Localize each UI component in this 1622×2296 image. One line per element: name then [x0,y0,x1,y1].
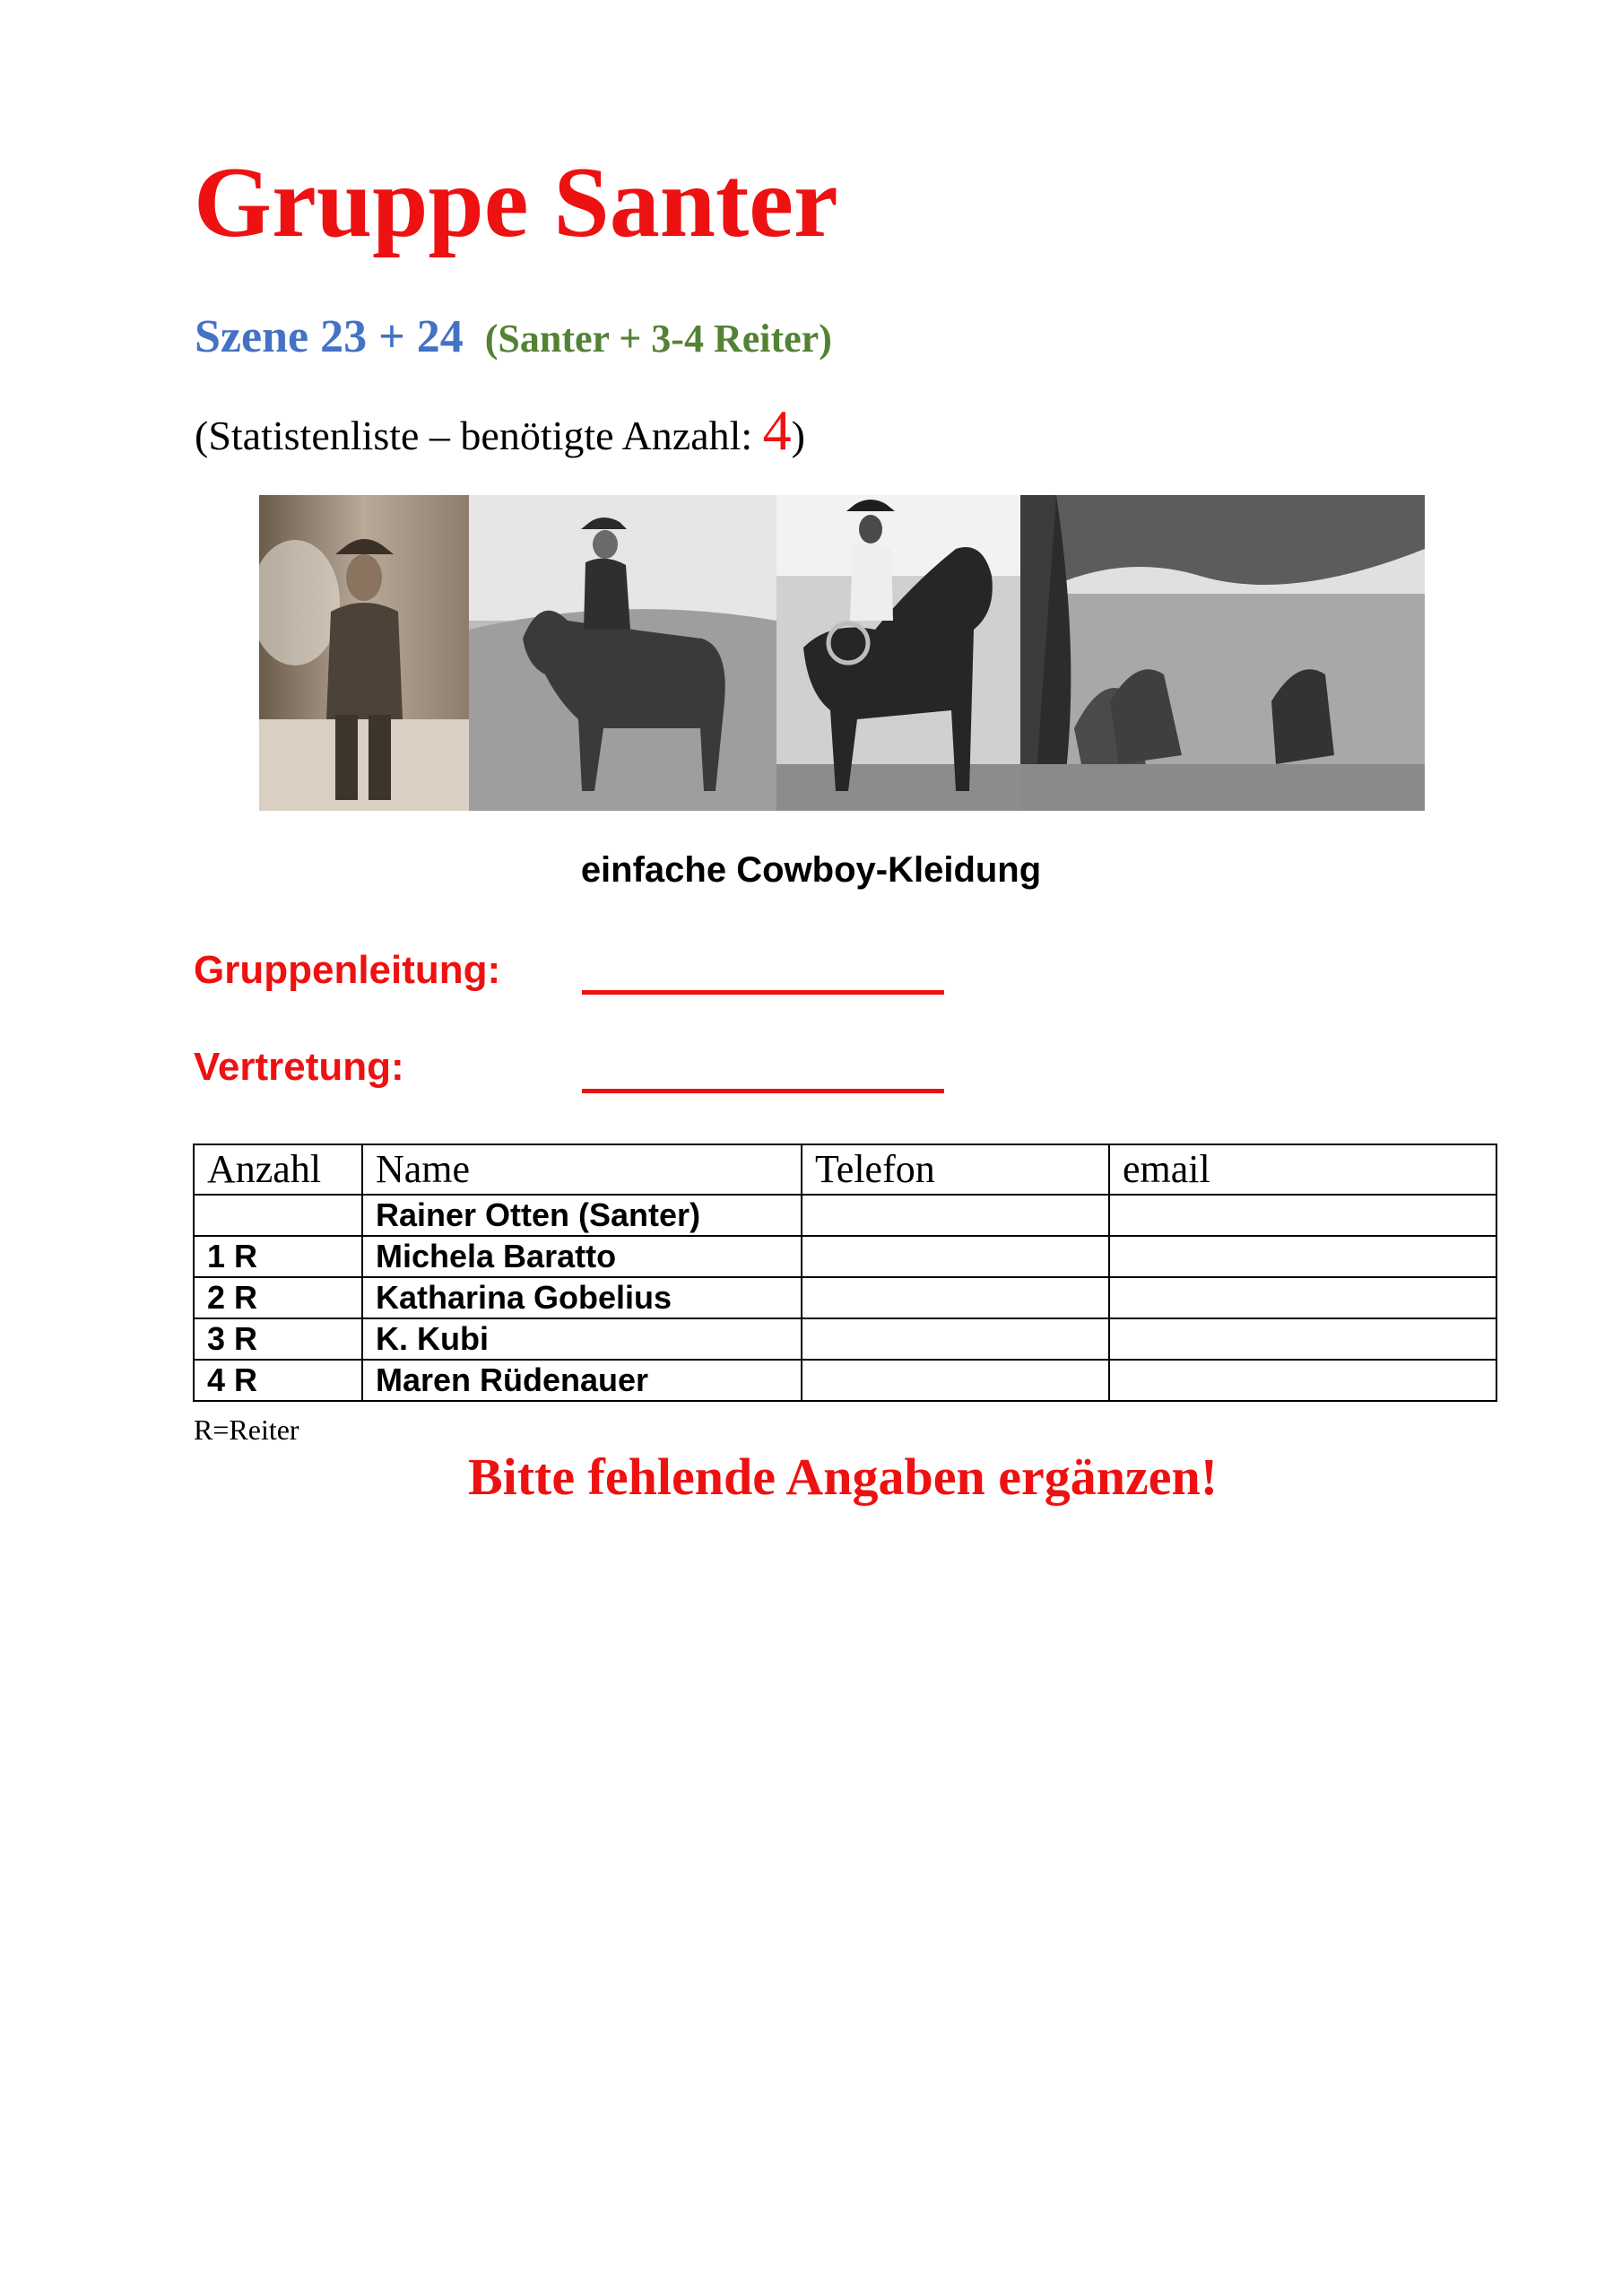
representative-blank[interactable] [582,1089,944,1093]
column-header-name: Name [362,1144,802,1195]
cell-email[interactable] [1109,1236,1496,1277]
extras-count-line [195,398,805,462]
cell-name: Michela Baratto [362,1236,802,1277]
costume-caption: einfache Cowboy-Kleidung [580,850,1042,890]
cell-email[interactable] [1109,1318,1496,1360]
cell-name: K. Kubi [362,1318,802,1360]
scene-label: Szene 23 + 24 [195,311,464,362]
table-header-row [194,1144,1496,1195]
representative-label: Vertretung: [194,1045,404,1089]
cell-telefon[interactable] [802,1277,1109,1318]
photo-standing-cowboy [259,495,469,811]
cell-anzahl: 1 R [194,1236,362,1277]
table-row [194,1360,1496,1401]
table-row [194,1195,1496,1236]
group-lead-label: Gruppenleitung: [194,948,501,992]
photo-cowboy-with-lasso [776,495,1020,811]
table-row [194,1236,1496,1277]
photo-rider-on-horse [469,495,776,811]
cell-name: Maren Rüdenauer [362,1360,802,1401]
scene-detail: (Santer + 3-4 Reiter) [484,317,832,361]
costume-photo-strip [259,495,1425,811]
abbreviation-legend: R=Reiter [194,1413,299,1446]
scene-heading [195,311,832,362]
count-value: 4 [762,398,792,462]
extras-roster-table [193,1144,1497,1402]
table-row [194,1318,1496,1360]
cell-email[interactable] [1109,1360,1496,1401]
count-prefix: (Statistenliste – benötigte Anzahl: [195,413,763,458]
count-suffix: ) [791,413,805,458]
cell-email[interactable] [1109,1277,1496,1318]
cell-telefon[interactable] [802,1318,1109,1360]
cell-email[interactable] [1109,1195,1496,1236]
page-title: Gruppe Santer [194,147,838,258]
cell-anzahl [194,1195,362,1236]
column-header-anzahl: Anzahl [194,1144,362,1195]
column-header-email: email [1109,1144,1496,1195]
cell-telefon[interactable] [802,1195,1109,1236]
cell-anzahl: 2 R [194,1277,362,1318]
completion-notice: Bitte fehlende Angaben ergänzen! [467,1448,1219,1506]
cell-anzahl: 4 R [194,1360,362,1401]
cell-telefon[interactable] [802,1360,1109,1401]
cell-name: Rainer Otten (Santer) [362,1195,802,1236]
column-header-telefon: Telefon [802,1144,1109,1195]
cell-name: Katharina Gobelius [362,1277,802,1318]
group-lead-blank[interactable] [582,990,944,995]
cell-telefon[interactable] [802,1236,1109,1277]
photo-cowboys-resting [1020,495,1425,811]
cell-anzahl: 3 R [194,1318,362,1360]
table-row [194,1277,1496,1318]
